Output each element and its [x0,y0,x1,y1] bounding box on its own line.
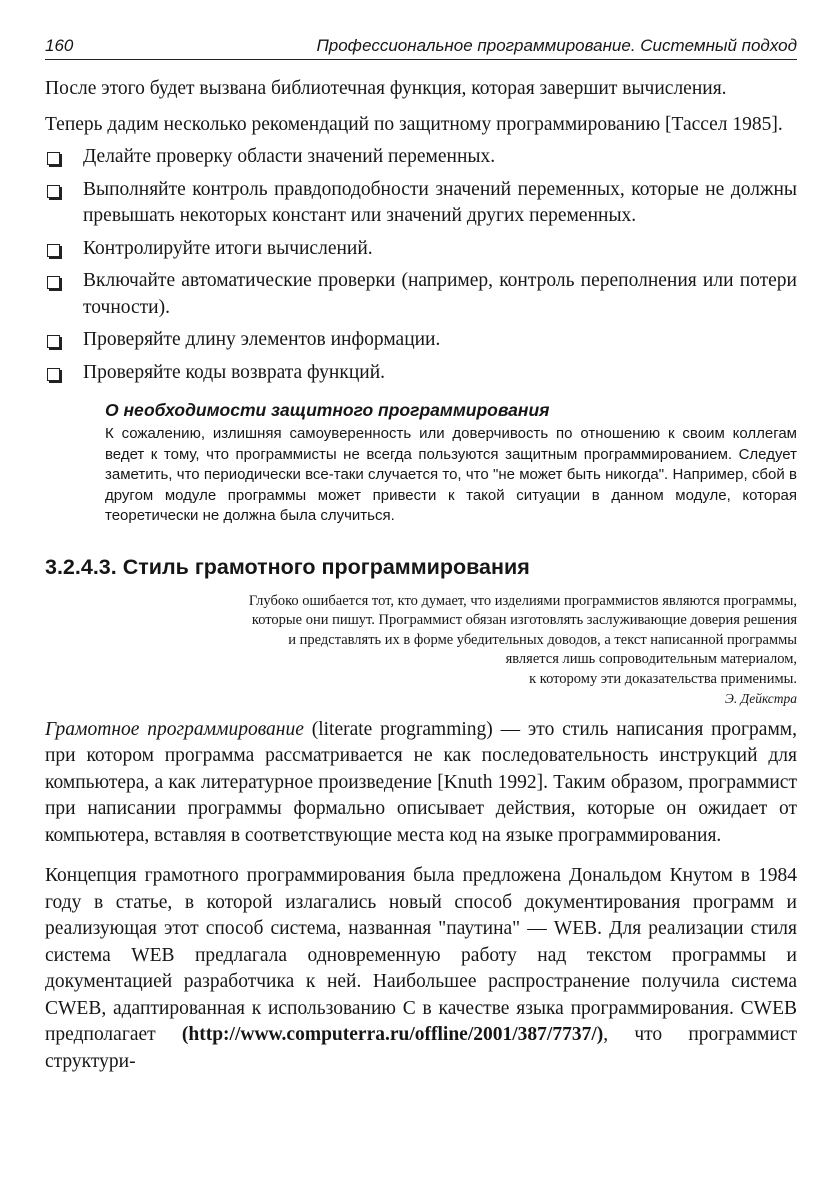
checkbox-bullet-icon [47,152,60,165]
list-item [45,177,797,230]
checkbox-bullet-icon [47,276,60,289]
paragraph-intro: После этого будет вызвана библиотечная функция, которая завершит вычисления. [45,78,727,99]
paragraph-text: Концепция грамотного программирования была предложена Дональдом Кнутом в 1984 году в статье, в которой излагались новый способ документирования программ и реализующая этот способ система, названная "паутина" — WEB. Для реализации стиля система WEB предлагала одновременную работу над текстом программы и документацией разработчика к ней. Наибольшее распространение получила система CWEB, адаптированная к использованию С в качестве языка программирования. CWEB предполагает [45,865,797,1045]
list-item [45,236,797,263]
epigraph-line: которые они пишут. Программист обязан изготовлять заслуживающие доверия решения [251,612,797,628]
list-item-text: Проверяйте коды возврата функций. [83,361,386,383]
epigraph-line: к которому эти доказательства применимы. [529,670,797,687]
checkbox-bullet-icon [47,244,60,257]
epigraph-line: и представлять их в форме убедительных доводов, а текст написанной программы [288,631,797,648]
checkbox-bullet-icon [47,368,60,381]
reference-url: (http://www.computerra.ru/offline/2001/387/7737/) [181,1024,604,1045]
paragraph-web-concept [45,863,797,1075]
list-item [45,360,797,387]
list-item [45,144,797,171]
epigraph-line: Глубоко ошибается тот, кто думает, что изделиями программистов являются программы, [248,592,797,609]
checkbox-bullet-icon [47,185,60,198]
term-highlight: Грамотное программирование [45,718,304,740]
paragraph-text: (literate programming) — это стиль написания программ, при котором программа рассматривается не как последовательность инструкций для компьютера, а как литературное произведение [Knuth 1992]. Таким образом, программист при написании программы формально описывает действия, которые он ожидает от компьютера, вставляя в соответствующие места код на языке программирования. [45,718,798,846]
epigraph-author: Э. Дейкстра [725,691,797,706]
paragraph-recommendations: Теперь дадим несколько рекомендаций по защитному программированию [Тассел 1985]. [45,113,783,135]
sidebar-note [105,400,797,527]
sidebar-text: К сожалению, излишняя самоуверенность или доверчивость по отношению к своим коллегам ведет к тому, что программисты не всегда пользуются защитным программированием. Следует заметить, что периодически все-таки случается то, что "не может быть никогда". Например, сбой в другом модуле программы может привести к такой ситуации в данном модуле, которая теоретически не должна была случиться. [105,425,797,524]
list-item [45,327,797,354]
page-number: 160 [45,36,74,55]
list-item-text: Делайте проверку области значений переменных. [83,146,496,167]
list-item-text: Выполняйте контроль правдоподобности значений переменных, которые не должны превышать некоторых констант или значений других переменных. [83,178,797,226]
paragraph-text-tail: , что программист структури- [45,1024,798,1072]
recommendation-list [45,144,797,386]
section-heading: 3.2.4.3. Стиль грамотного программирования [45,554,530,579]
epigraph-line: является лишь сопроводительным материалом, [505,651,797,667]
sidebar-title: О необходимости защитного программирования [105,400,550,420]
paragraph-literate-programming [45,717,797,850]
list-item [45,268,797,321]
checkbox-bullet-icon [47,335,60,348]
list-item-text: Контролируйте итоги вычислений. [83,237,373,259]
list-item-text: Включайте автоматические проверки (например, контроль переполнения или потери точности). [83,270,797,318]
list-item-text: Проверяйте длину элементов информации. [83,329,441,350]
book-page [45,36,797,1075]
running-header [45,36,797,60]
epigraph [45,592,797,709]
running-title: Профессиональное программирование. Системный подход [316,36,797,55]
